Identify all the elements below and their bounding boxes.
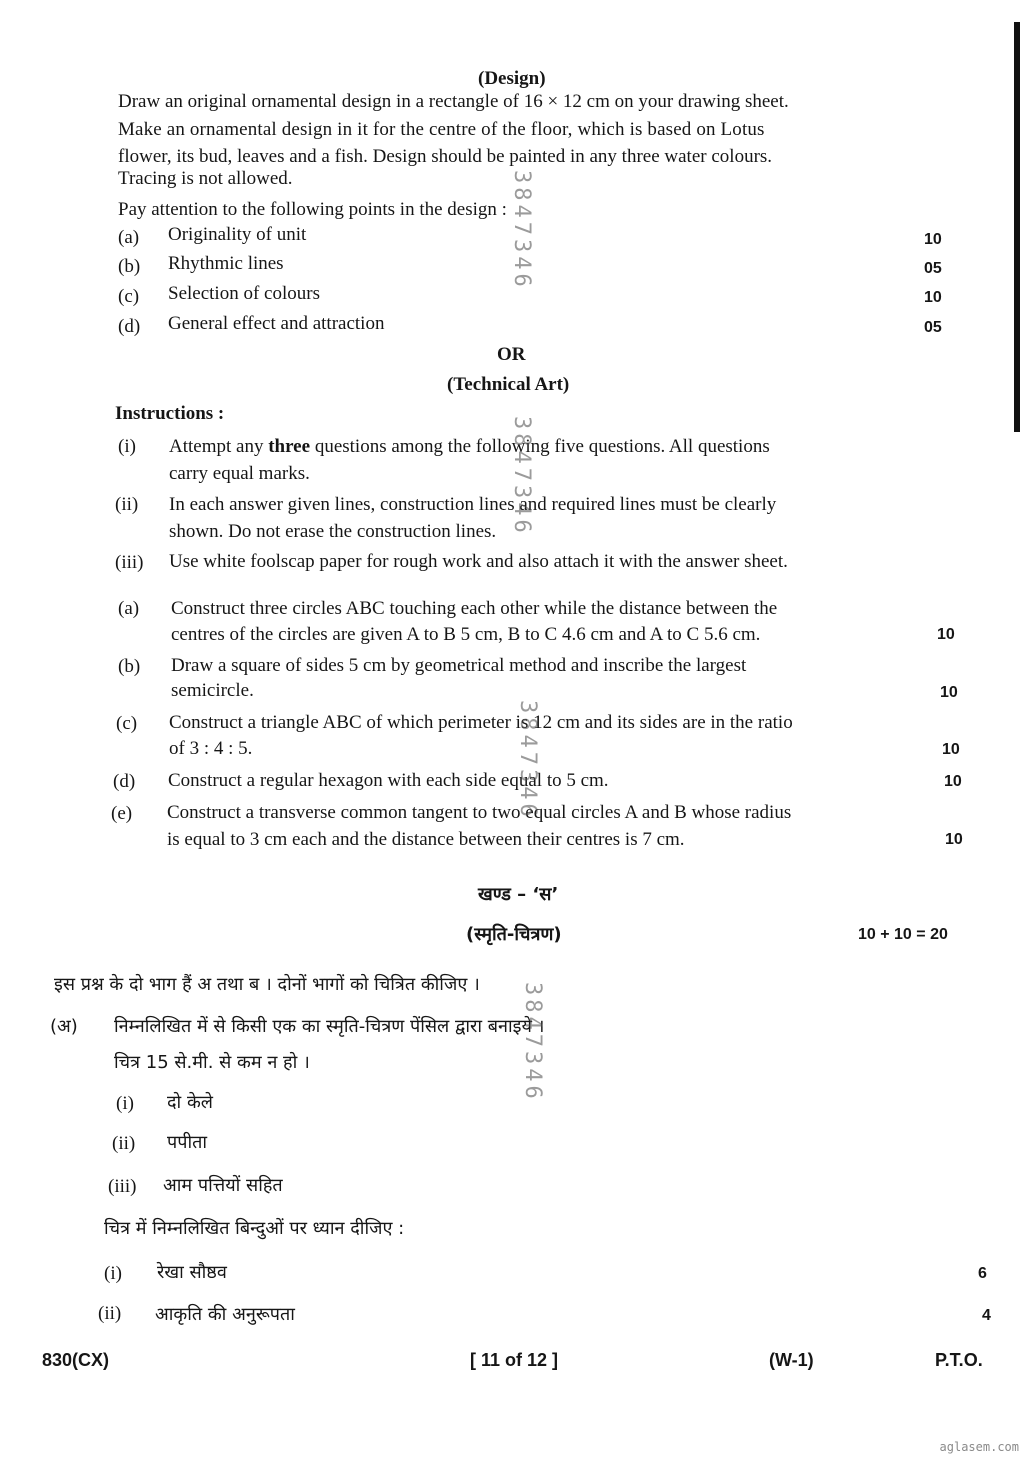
instruction-line xyxy=(169,433,770,460)
section-title: खण्ड – ‘स’ xyxy=(478,884,559,905)
part-instruction-line-1: निम्नलिखित में से किसी एक का स्मृति-चित्रण पेंसिल द्वारा बनाइये । xyxy=(114,1016,545,1037)
page-number: [ 11 of 12 ] xyxy=(470,1350,559,1370)
question-line: Construct a regular hexagon with each side equal to 5 cm. xyxy=(168,770,609,791)
or-separator: OR xyxy=(497,344,526,365)
point-text: आकृति की अनुरूपता xyxy=(155,1304,295,1325)
instructions-title: Instructions : xyxy=(115,403,225,424)
design-point-marks: 05 xyxy=(924,319,942,336)
point-label: (i) xyxy=(104,1263,122,1284)
instruction-label: (iii) xyxy=(115,552,144,573)
design-point-marks: 10 xyxy=(924,289,942,306)
instruction-line: Use white foolscap paper for rough work and also attach it with the answer sheet. xyxy=(169,551,788,572)
instruction-line: In each answer given lines, construction lines and required lines must be clearly xyxy=(169,494,777,515)
design-point-text: Originality of unit xyxy=(168,224,307,245)
design-point-label: (b) xyxy=(118,256,141,277)
scan-edge-bar xyxy=(1014,22,1020,432)
design-point-text: Selection of colours xyxy=(168,283,320,304)
question-line-2: of 3 : 4 : 5. xyxy=(169,738,253,759)
question-marks: 10 xyxy=(942,741,960,758)
option-text: दो केले xyxy=(167,1092,213,1113)
site-watermark: aglasem.com xyxy=(939,1440,1019,1454)
question-line: Construct a transverse common tangent to two equal circles A and B whose radius xyxy=(167,802,792,823)
option-text: आम पत्तियों सहित xyxy=(163,1175,283,1196)
set-code: (W-1) xyxy=(769,1350,814,1370)
instruction-line-2: shown. Do not erase the construction lines. xyxy=(169,521,497,542)
question-label: (e) xyxy=(111,803,133,824)
question-marks: 10 xyxy=(944,773,962,790)
please-turn-over: P.T.O. xyxy=(935,1350,983,1370)
design-paragraph-line-4: Tracing is not allowed. xyxy=(118,168,293,189)
instruction-line-2: carry equal marks. xyxy=(169,463,310,484)
roll-number-stamp: 3847346 xyxy=(515,700,540,821)
question-label: (d) xyxy=(113,771,136,792)
design-paragraph-line-3: flower, its bud, leaves and a fish. Design should be painted in any three water colours. xyxy=(118,146,773,167)
option-label: (iii) xyxy=(108,1176,137,1197)
option-text: पपीता xyxy=(167,1132,208,1153)
design-point-text: Rhythmic lines xyxy=(168,253,284,274)
question-line: Draw a square of sides 5 cm by geometrical method and inscribe the largest xyxy=(171,655,747,676)
instruction-text-post: questions among the following five questions. All questions xyxy=(310,436,770,457)
design-point-label: (d) xyxy=(118,316,141,337)
question-label: (a) xyxy=(118,598,140,619)
question-line-2: semicircle. xyxy=(171,680,254,701)
part-instruction-line-2: चित्र 15 से.मी. से कम न हो । xyxy=(114,1052,310,1073)
design-point-label: (a) xyxy=(118,227,140,248)
roll-number-stamp: 3847346 xyxy=(509,170,534,291)
point-text: रेखा सौष्ठव xyxy=(157,1262,227,1283)
instruction-label: (i) xyxy=(118,436,136,457)
paper-code: 830(CX) xyxy=(42,1350,110,1370)
design-point-marks: 10 xyxy=(924,231,942,248)
question-line-2: is equal to 3 cm each and the distance between their centres is 7 cm. xyxy=(167,829,685,850)
design-attention-text: Pay attention to the following points in the design : xyxy=(118,199,507,220)
point-label: (ii) xyxy=(98,1303,122,1324)
section-intro: इस प्रश्न के दो भाग हैं अ तथा ब । दोनों भागों को चित्रित कीजिए । xyxy=(54,974,480,995)
design-point-marks: 05 xyxy=(924,260,942,277)
option-label: (i) xyxy=(116,1093,134,1114)
question-marks: 10 xyxy=(945,831,963,848)
part-label: (अ) xyxy=(50,1016,78,1037)
question-marks: 10 xyxy=(940,684,958,701)
section-marks: 10 + 10 = 20 xyxy=(858,926,948,943)
attention-line: चित्र में निम्नलिखित बिन्दुओं पर ध्यान दीजिए : xyxy=(104,1218,405,1239)
question-line: Construct a triangle ABC of which perimeter is 12 cm and its sides are in the ratio xyxy=(169,712,793,733)
question-line-2: centres of the circles are given A to B 5 cm, B to C 4.6 cm and A to C 5.6 cm. xyxy=(171,624,761,645)
design-point-label: (c) xyxy=(118,286,140,307)
point-marks: 6 xyxy=(978,1265,987,1282)
question-marks: 10 xyxy=(937,626,955,643)
roll-number-stamp: 3847346 xyxy=(520,982,545,1103)
instruction-emphasis: three xyxy=(268,436,311,457)
design-point-text: General effect and attraction xyxy=(168,313,385,334)
instruction-text-pre: Attempt any xyxy=(169,436,269,457)
point-marks: 4 xyxy=(982,1307,991,1324)
technical-art-heading: (Technical Art) xyxy=(447,374,570,395)
design-heading: (Design) xyxy=(478,68,546,89)
question-line: Construct three circles ABC touching each other while the distance between the xyxy=(171,598,778,619)
design-paragraph-line-2: Make an ornamental design in it for the centre of the floor, which is based on Lotus xyxy=(118,119,765,140)
roll-number-stamp: 3847346 xyxy=(509,416,534,537)
instruction-label: (ii) xyxy=(115,494,139,515)
question-label: (b) xyxy=(118,656,141,677)
design-paragraph-line-1: Draw an original ornamental design in a rectangle of 16 × 12 cm on your drawing sheet. xyxy=(118,91,789,112)
question-label: (c) xyxy=(116,713,138,734)
option-label: (ii) xyxy=(112,1133,136,1154)
section-subtitle: (स्मृति-चित्रण) xyxy=(466,924,562,945)
